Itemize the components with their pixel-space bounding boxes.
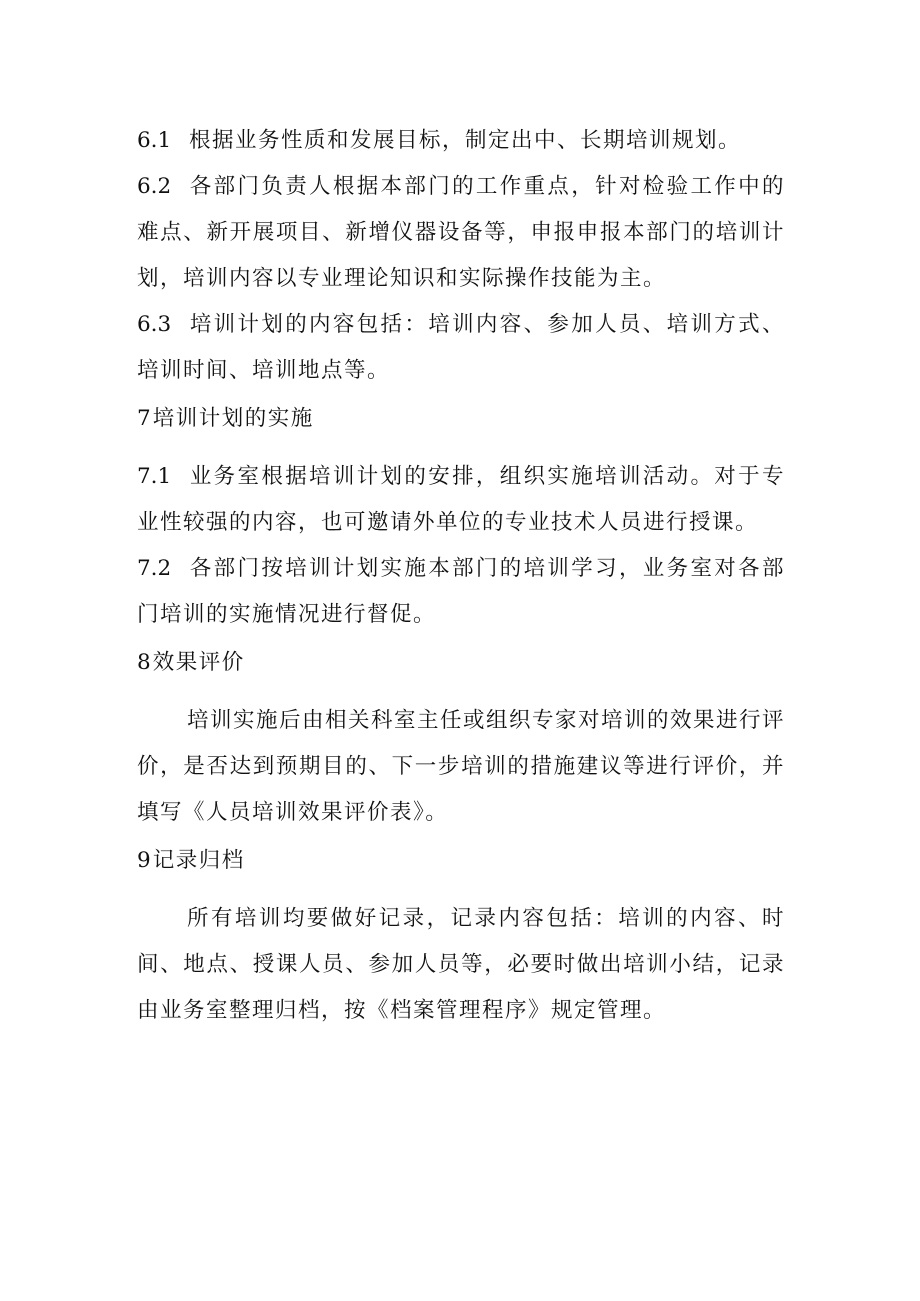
clause-number: 6.1 [137,128,172,153]
clause-6-2 [137,164,785,302]
clause-text: 各部门负责人根据本部门的工作重点，针对检验工作中的难点、新开展项目、新增仪器设备等，申报申报本部门的培训计划，培训内容以专业理论知识和实际操作技能为主。 [137,174,785,291]
document-body [137,118,785,1034]
section-7-heading [137,394,785,454]
section-number: 9 [137,848,151,873]
section-number: 7 [137,406,151,431]
clause-6-3 [137,302,785,394]
clause-7-1 [137,454,785,546]
clause-number: 7.1 [137,464,172,489]
section-title: 效果评价 [152,650,245,675]
section-9-heading [137,836,785,896]
section-title: 记录归档 [152,848,245,873]
clause-number: 6.2 [137,174,172,199]
clause-text: 各部门按培训计划实施本部门的培训学习，业务室对各部门培训的实施情况进行督促。 [137,556,785,627]
clause-text: 培训计划的内容包括：培训内容、参加人员、培训方式、培训时间、培训地点等。 [137,312,785,383]
section-8-paragraph: 培训实施后由相关科室主任或组织专家对培训的效果进行评价，是否达到预期目的、下一步培训的措施建议等进行评价，并填写《人员培训效果评价表》。 [137,708,786,825]
clause-text: 根据业务性质和发展目标，制定出中、长期培训规划。 [189,128,742,153]
clause-6-1 [137,118,785,164]
section-9-paragraph: 所有培训均要做好记录，记录内容包括：培训的内容、时间、地点、授课人员、参加人员等，必要时做出培训小结，记录由业务室整理归档，按《档案管理程序》规定管理。 [137,906,785,1023]
clause-number: 7.2 [137,556,172,581]
clause-7-2 [137,546,785,638]
section-title: 培训计划的实施 [152,406,314,431]
section-number: 8 [137,650,151,675]
clause-number: 6.3 [137,312,172,337]
clause-text: 业务室根据培训计划的安排，组织实施培训活动。对于专业性较强的内容，也可邀请外单位的专业技术人员进行授课。 [137,464,785,535]
section-8-heading [137,638,785,698]
